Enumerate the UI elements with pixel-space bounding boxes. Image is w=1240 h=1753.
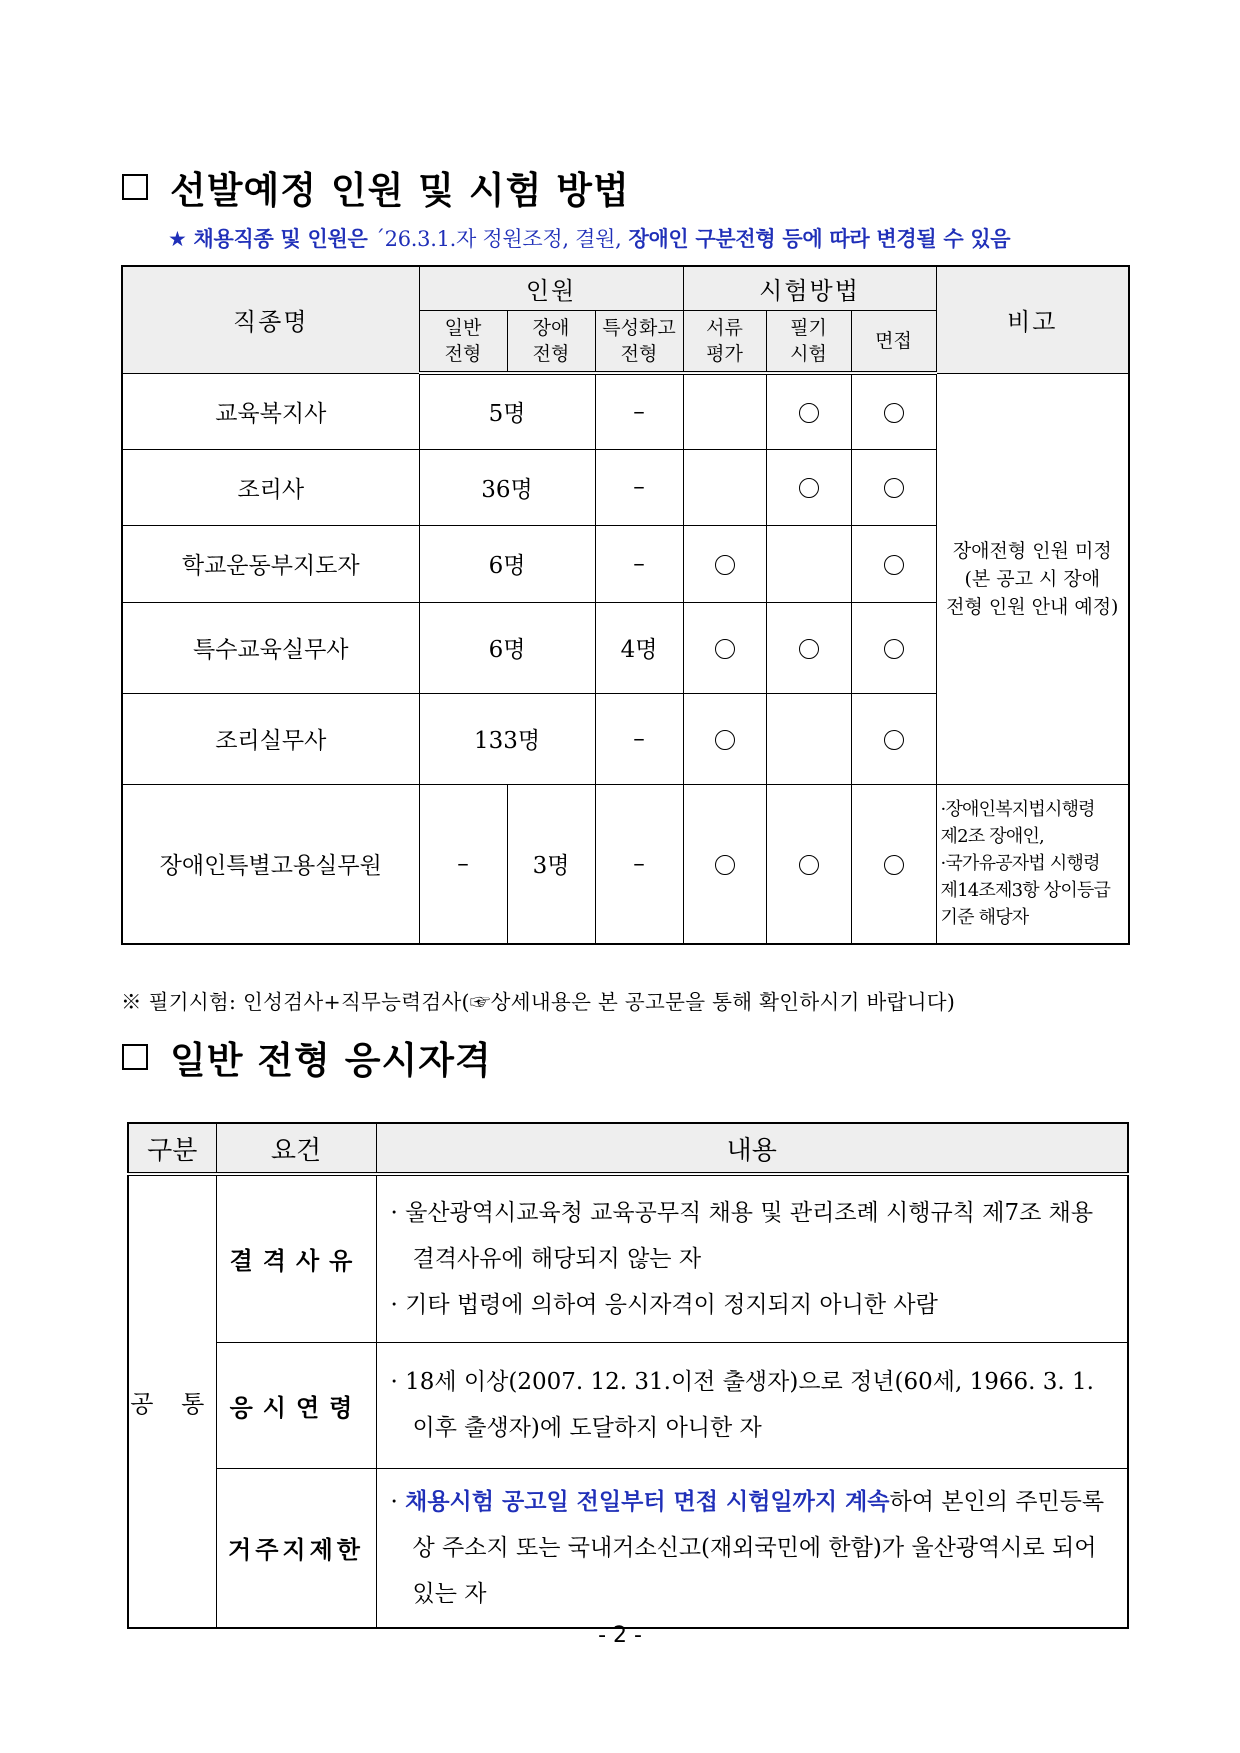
written-cell [766,602,851,693]
circle-mark-icon [884,403,904,423]
interview-cell [851,449,936,525]
notice-line [168,223,1128,253]
requirement-content: · 울산광역시교육청 교육공무직 채용 및 관리조례 시행규칙 제7조 채용 결격사유에 해당되지 않는 자 · 기타 법령에 의하여 응시자격이 정지되지 아니한 사람 [376,1174,1128,1342]
special-count: 4명 [595,602,683,693]
circle-mark-icon [884,639,904,659]
circle-mark-icon [799,855,819,875]
header-document: 서류 평가 [683,310,766,373]
document-cell [683,373,766,449]
table-row [128,1342,1128,1468]
category-common: 공 통 [128,1174,216,1628]
special-count: – [595,373,683,449]
written-cell [766,525,851,602]
special-count: – [595,525,683,602]
personnel-count: 5명 [419,373,595,449]
interview-cell [851,693,936,784]
section-title: 일반 전형 응시자격 [170,1039,492,1082]
highlight-text: 채용시험 공고일 전일부터 면접 시험일까지 계속 [405,1487,890,1515]
personnel-count: 6명 [419,602,595,693]
special-count: – [595,693,683,784]
circle-mark-icon [799,639,819,659]
interview-cell [851,784,936,944]
circle-mark-icon [884,730,904,750]
circle-mark-icon [884,855,904,875]
circle-mark-icon [799,403,819,423]
checkbox-icon [122,174,148,200]
footnote: ※ 필기시험: 인성검사+직무능력검사(☞상세내용은 본 공고문을 통해 확인하시기 바랍니다) [121,990,956,1014]
job-name: 장애인특별고용실무원 [122,784,419,944]
job-name: 조리실무사 [122,693,419,784]
circle-mark-icon [715,730,735,750]
special-count: – [595,449,683,525]
document-cell [683,784,766,944]
requirement-label: 거주지제한 [216,1468,376,1628]
interview-cell [851,602,936,693]
requirement-label: 결격사유 [216,1174,376,1342]
header-requirement: 요건 [216,1123,376,1174]
requirement-label: 응시연령 [216,1342,376,1468]
section-heading-eligibility [122,1030,492,1084]
circle-mark-icon [715,855,735,875]
notice-tail: 장애인 구분전형 등에 따라 변경될 수 있음 [621,227,1011,251]
circle-mark-icon [799,478,819,498]
section-title: 선발예정 인원 및 시험 방법 [170,169,630,212]
interview-cell [851,373,936,449]
job-name: 특수교육실무사 [122,602,419,693]
header-method: 시험방법 [683,266,936,310]
header-category: 구분 [128,1123,216,1174]
remark-merged: 장애전형 인원 미정 (본 공고 시 장애 전형 인원 안내 예정) [936,373,1129,784]
header-personnel: 인원 [419,266,683,310]
written-cell [766,693,851,784]
personnel-count: 133명 [419,693,595,784]
interview-cell [851,525,936,602]
checkbox-icon [122,1044,148,1070]
requirement-content: · 채용시험 공고일 전일부터 면접 시험일까지 계속하여 본인의 주민등록상 주소지 또는 국내거소신고(재외국민에 한함)가 울산광역시로 되어 있는 자 [376,1468,1128,1628]
table-row [128,1174,1128,1342]
header-job: 직종명 [122,266,419,373]
job-name: 조리사 [122,449,419,525]
selection-table [121,265,1130,945]
header-interview: 면접 [851,310,936,373]
written-cell [766,784,851,944]
job-name: 교육복지사 [122,373,419,449]
remark-disability-criteria: ·장애인복지법시행령 제2조 장애인, ·국가유공자법 시행령 제14조제3항 상이등급 기준 해당자 [936,784,1129,944]
written-cell [766,449,851,525]
circle-mark-icon [884,478,904,498]
job-name: 학교운동부지도자 [122,525,419,602]
notice-lead: ★ 채용직종 및 인원은 [168,227,375,251]
circle-mark-icon [884,555,904,575]
header-written: 필기 시험 [766,310,851,373]
section-heading-selection [122,160,630,214]
header-general: 일반 전형 [419,310,507,373]
header-remarks: 비고 [936,266,1129,373]
circle-mark-icon [715,555,735,575]
document-cell [683,525,766,602]
personnel-count: 6명 [419,525,595,602]
written-cell [766,373,851,449]
header-disabled: 장애 전형 [507,310,595,373]
notice-date: ´26.3.1.자 정원조정, 결원, [374,227,622,251]
general-count: – [419,784,507,944]
eligibility-table [127,1122,1129,1629]
header-content: 내용 [376,1123,1128,1174]
document-cell [683,602,766,693]
table-row [128,1468,1128,1628]
requirement-content: · 18세 이상(2007. 12. 31.이전 출생자)으로 정년(60세, 1966. 3. 1. 이후 출생자)에 도달하지 아니한 자 [376,1342,1128,1468]
personnel-count: 36명 [419,449,595,525]
disabled-count: 3명 [507,784,595,944]
table-row [122,784,1129,944]
page-number: - 2 - [598,1623,642,1648]
circle-mark-icon [715,639,735,659]
special-count: – [595,784,683,944]
document-cell [683,693,766,784]
header-special: 특성화고 전형 [595,310,683,373]
table-row [122,373,1129,449]
document-cell [683,449,766,525]
